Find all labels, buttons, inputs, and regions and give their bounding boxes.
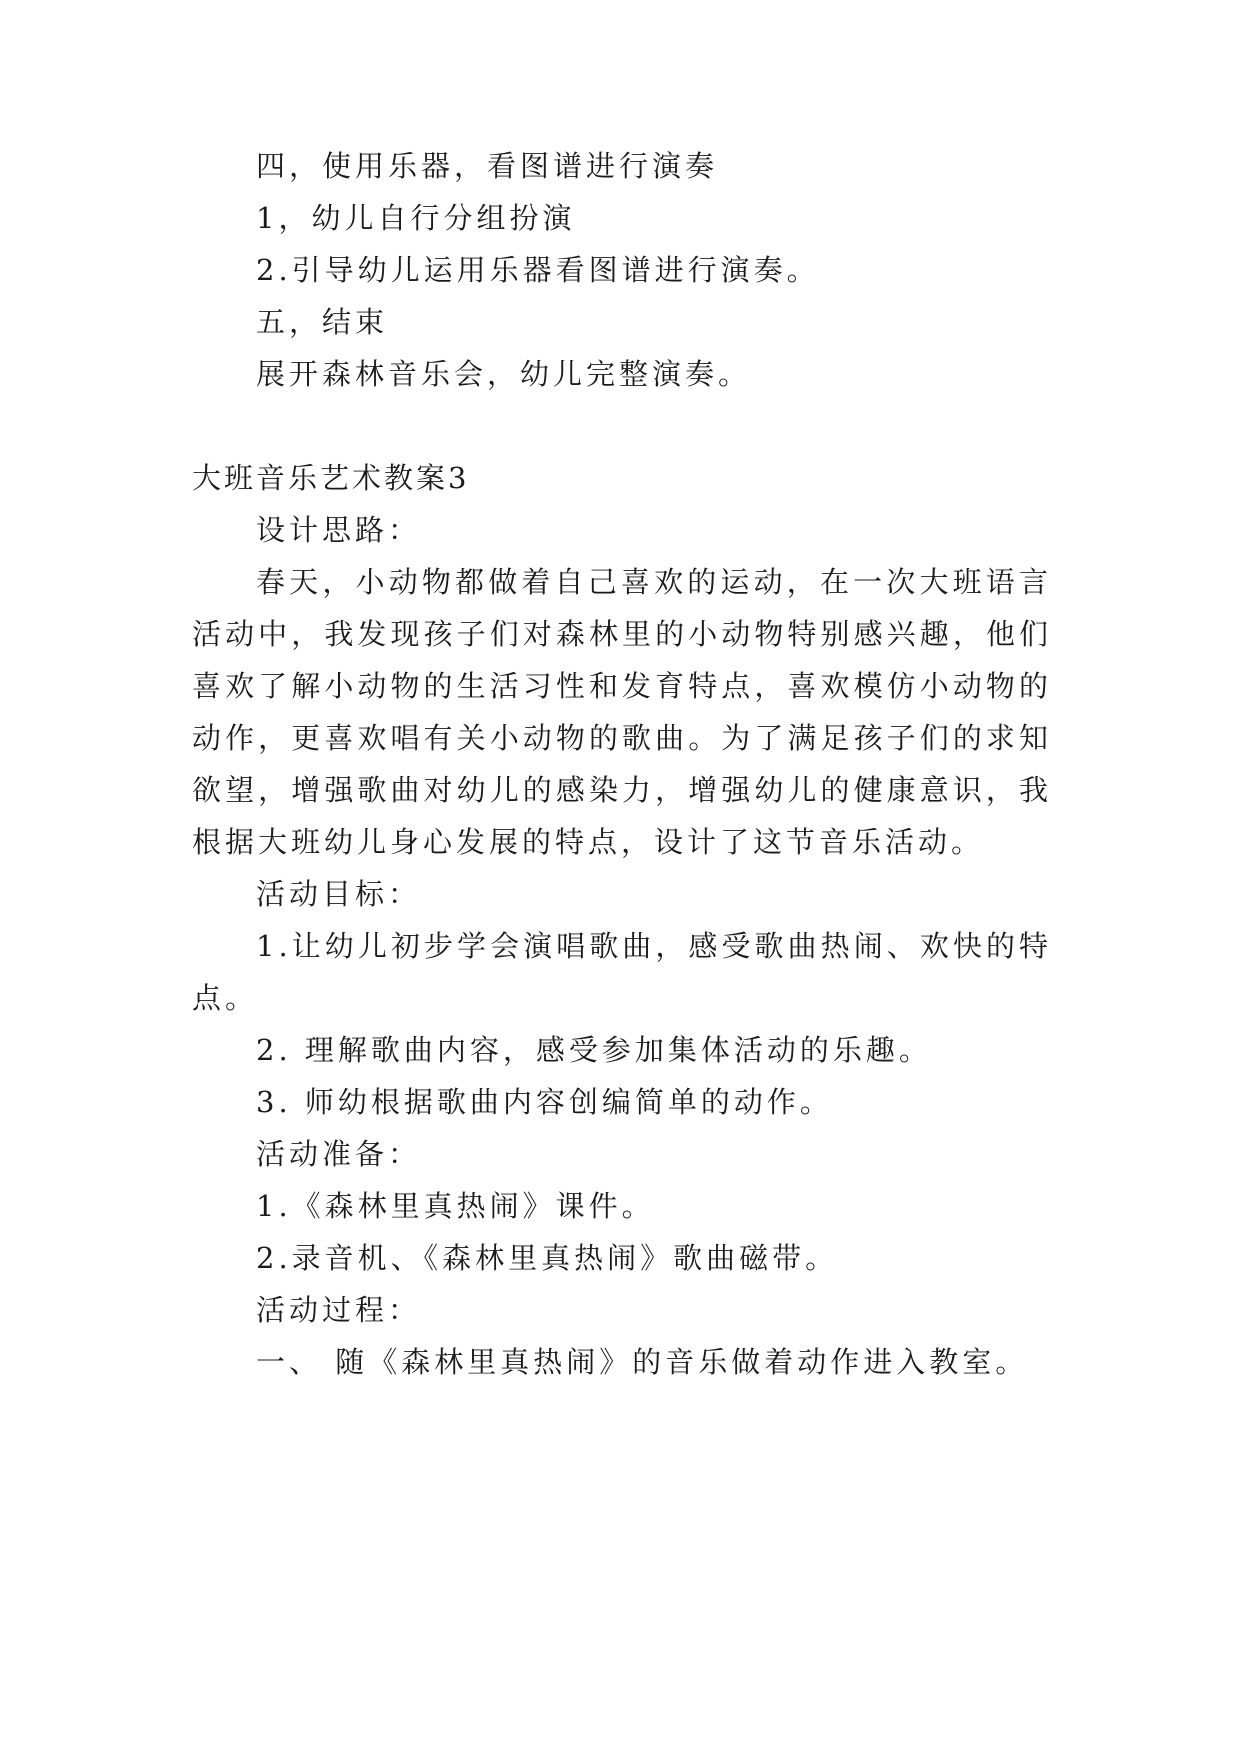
step4-item-2: 2.引导幼儿运用乐器看图谱进行演奏。 <box>256 253 820 287</box>
goals-heading: 活动目标： <box>256 877 422 911</box>
design-paragraph-line: 喜欢了解小动物的生活习性和发育特点，喜欢模仿小动物的 <box>192 669 1052 703</box>
goal-2: 2. 理解歌曲内容，感受参加集体活动的乐趣。 <box>256 1033 932 1067</box>
design-paragraph-line: 根据大班幼儿身心发展的特点，设计了这节音乐活动。 <box>192 825 985 859</box>
goal-1-line-1: 1.让幼儿初步学会演唱歌曲，感受歌曲热闹、欢快的特 <box>256 929 1052 963</box>
design-paragraph-line: 活动中，我发现孩子们对森林里的小动物特别感兴趣，他们 <box>192 617 1052 651</box>
prep-heading: 活动准备： <box>256 1137 422 1171</box>
design-heading: 设计思路： <box>256 513 422 547</box>
design-paragraph-line: 春天，小动物都做着自己喜欢的运动，在一次大班语言 <box>256 565 1052 599</box>
process-heading: 活动过程： <box>256 1293 422 1327</box>
lesson-title: 大班音乐艺术教案3 <box>192 461 470 495</box>
step4-item-1: 1，幼儿自行分组扮演 <box>256 201 576 235</box>
goal-3: 3. 师幼根据歌曲内容创编简单的动作。 <box>256 1085 833 1119</box>
prep-2: 2.录音机、《森林里真热闹》歌曲磁带。 <box>256 1241 839 1275</box>
step4-title: 四，使用乐器，看图谱进行演奏 <box>256 149 719 183</box>
prep-1: 1.《森林里真热闹》课件。 <box>256 1189 655 1223</box>
design-paragraph-line: 动作，更喜欢唱有关小动物的歌曲。为了满足孩子们的求知 <box>192 721 1052 755</box>
process-1: 一、 随《森林里真热闹》的音乐做着动作进入教室。 <box>256 1345 1029 1379</box>
goal-1-line-2: 点。 <box>192 981 259 1015</box>
step5-title: 五，结束 <box>256 305 389 339</box>
design-paragraph-line: 欲望，增强歌曲对幼儿的感染力，增强幼儿的健康意识，我 <box>192 773 1052 807</box>
step5-text: 展开森林音乐会，幼儿完整演奏。 <box>256 357 752 391</box>
